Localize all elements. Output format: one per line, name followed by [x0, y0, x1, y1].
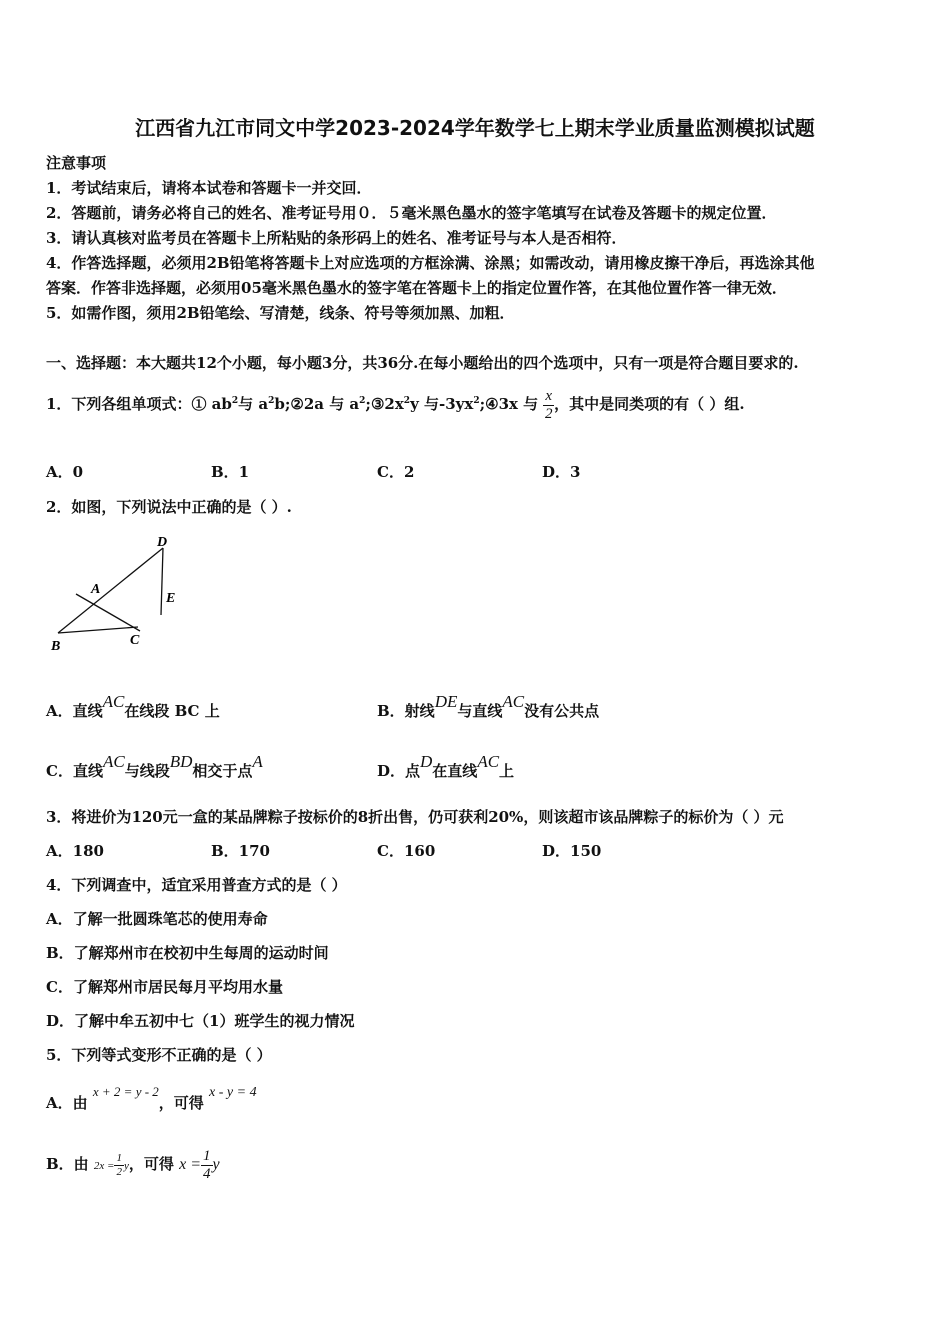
segment-bc: [58, 627, 138, 633]
q5-b-frac2-num: 1: [203, 1148, 211, 1164]
q1-fraction: [543, 388, 554, 422]
q1-sup: 2: [473, 396, 480, 406]
notice-line-1: 1．考试结束后，请将本试卷和答题卡一并交回．: [46, 179, 372, 197]
notice-line-4a: 4．作答选择题，必须用2B铅笔将答题卡上对应选项的方框涂满、涂黑；如需改动，请用橡皮擦干净后，再选涂其他: [46, 254, 815, 272]
q4-option-d[interactable]: D．了解中牟五初中七（1）班学生的视力情况: [46, 1012, 355, 1030]
q5-b-math-2b: y: [212, 1156, 220, 1173]
q4-option-c[interactable]: C．了解郑州市居民每月平均用水量: [46, 978, 283, 996]
q2-option-b[interactable]: [377, 692, 600, 721]
q1-sup: 2: [403, 396, 411, 406]
q2-c-text-2: 与线段: [124, 762, 170, 780]
q1-text-7: ，其中是同类项的有（ ）组.: [554, 395, 745, 413]
q1-option-c[interactable]: C．2: [377, 463, 415, 481]
question-5: 5．下列等式变形不正确的是（ ）: [46, 1046, 272, 1064]
q3-option-a[interactable]: A．180: [46, 842, 104, 860]
q1-text-1: 1．下列各组单项式：① ab: [46, 395, 232, 413]
q2-d-text-3: 上: [499, 762, 515, 780]
q5-b-text-1: B．由: [46, 1155, 89, 1173]
q5-option-b[interactable]: [46, 1148, 220, 1182]
section-heading: 一、选择题：本大题共12个小题，每小题3分，共36分.在每小题给出的四个选项中，只有一项是符合题目要求的.: [46, 354, 799, 372]
ray-de: [161, 548, 163, 615]
q5-a-text-2: ，可得: [158, 1094, 204, 1112]
q2-b-text-3: 没有公共点: [524, 702, 600, 720]
q2-a-math-1: AC: [102, 692, 125, 711]
question-1: [46, 388, 745, 422]
q2-option-a[interactable]: [46, 692, 220, 721]
q1-option-a[interactable]: A．0: [46, 463, 84, 481]
q5-option-a[interactable]: [46, 1084, 257, 1113]
q2-c-math-2: BD: [169, 752, 193, 771]
q2-option-d[interactable]: [377, 752, 515, 781]
label-b: B: [51, 639, 61, 654]
q2-a-text-2: 在线段 BC 上: [124, 702, 220, 720]
label-a: A: [91, 582, 101, 597]
notice-line-5: 5．如需作图，须用2B铅笔绘、写清楚，线条、符号等须加黑、加粗．: [46, 304, 515, 322]
line-ac: [76, 594, 140, 631]
notice-line-4b: 答案．作答非选择题，必须用05毫米黑色墨水的签字笔在答题卡上的指定位置作答，在其他位置作答一律无效．: [46, 279, 787, 297]
q5-b-fraction-1: [114, 1152, 124, 1177]
q2-b-math-2: AC: [502, 692, 525, 711]
q1-option-b[interactable]: B．1: [211, 463, 250, 481]
q2-b-math-1: DE: [434, 692, 458, 711]
q4-option-b[interactable]: B．了解郑州市在校初中生每周的运动时间: [46, 944, 329, 962]
q4-option-a[interactable]: A．了解一批圆珠笔芯的使用寿命: [46, 910, 268, 928]
q1-text-5: y 与-3yx: [410, 395, 474, 413]
q5-b-frac2-den: 4: [203, 1165, 211, 1182]
q5-b-math-1a: 2x =: [93, 1160, 115, 1172]
q2-c-math-1: AC: [102, 752, 125, 771]
q1-option-d[interactable]: D．3: [542, 463, 581, 481]
q1-sup: 2: [359, 396, 366, 406]
q2-c-text-3: 相交于点: [192, 762, 253, 780]
q3-option-b[interactable]: B．170: [211, 842, 270, 860]
q5-a-math-2: x - y = 4: [209, 1085, 257, 1100]
q2-c-math-3: A: [252, 752, 263, 771]
notice-line-3: 3．请认真核对监考员在答题卡上所粘贴的条形码上的姓名、准考证号与本人是否相符．: [46, 229, 627, 247]
q5-a-text-1: A．由: [46, 1094, 88, 1112]
q1-fraction-den: 2: [545, 405, 553, 422]
q1-text-3: b;②2a 与 a: [274, 395, 360, 413]
geometry-figure: [40, 530, 200, 660]
q1-text-6: ;④3x 与: [479, 395, 539, 413]
q2-d-text-1: D．点: [377, 762, 421, 780]
line-bd: [58, 548, 163, 633]
q5-a-math-1: x + 2 = y - 2: [92, 1084, 159, 1099]
q2-d-math-1: D: [420, 752, 433, 771]
q5-b-math-1b: y: [123, 1160, 129, 1172]
label-c: C: [130, 633, 140, 648]
q1-sup: 2: [268, 396, 275, 406]
q2-a-text-1: A．直线: [46, 702, 103, 720]
page-title: 江西省九江市同文中学2023-2024学年数学七上期末学业质量监测模拟试题: [135, 116, 815, 140]
q2-option-c[interactable]: [46, 752, 263, 781]
question-4: 4．下列调查中，适宜采用普查方式的是（ ）: [46, 876, 347, 894]
q1-fraction-num: x: [545, 388, 553, 404]
q3-option-c[interactable]: C．160: [377, 842, 436, 860]
notice-heading: 注意事项: [46, 154, 107, 172]
label-d: D: [157, 535, 168, 550]
q5-b-math-2a: x =: [179, 1156, 202, 1173]
q1-sup: 2: [231, 396, 239, 406]
question-2: 2．如图，下列说法中正确的是（ ）.: [46, 498, 292, 516]
q5-b-frac1-num: 1: [116, 1152, 122, 1165]
q2-b-text-1: B．射线: [377, 702, 435, 720]
q3-option-d[interactable]: D．150: [542, 842, 602, 860]
question-3: 3．将进价为120元一盒的某品牌粽子按标价的8折出售，仍可获利20%，则该超市该品牌粽子的标价为（ ）元: [46, 808, 784, 826]
q2-d-math-2: AC: [477, 752, 500, 771]
q5-b-fraction-2: [201, 1148, 213, 1182]
q2-d-text-2: 在直线: [432, 762, 478, 780]
q2-b-text-2: 与直线: [457, 702, 503, 720]
q2-c-text-1: C．直线: [46, 762, 103, 780]
q5-b-frac1-den: 2: [116, 1165, 122, 1178]
q1-text-4: ;③2x: [365, 395, 404, 413]
q1-text-2: 与 a: [238, 395, 269, 413]
notice-line-2: 2．答题前，请务必将自己的姓名、准考证号用０．５毫米黑色墨水的签字笔填写在试卷及答题卡的规定位置．: [46, 204, 777, 222]
label-e: E: [166, 591, 176, 606]
q5-b-text-2: ，可得: [128, 1155, 174, 1173]
